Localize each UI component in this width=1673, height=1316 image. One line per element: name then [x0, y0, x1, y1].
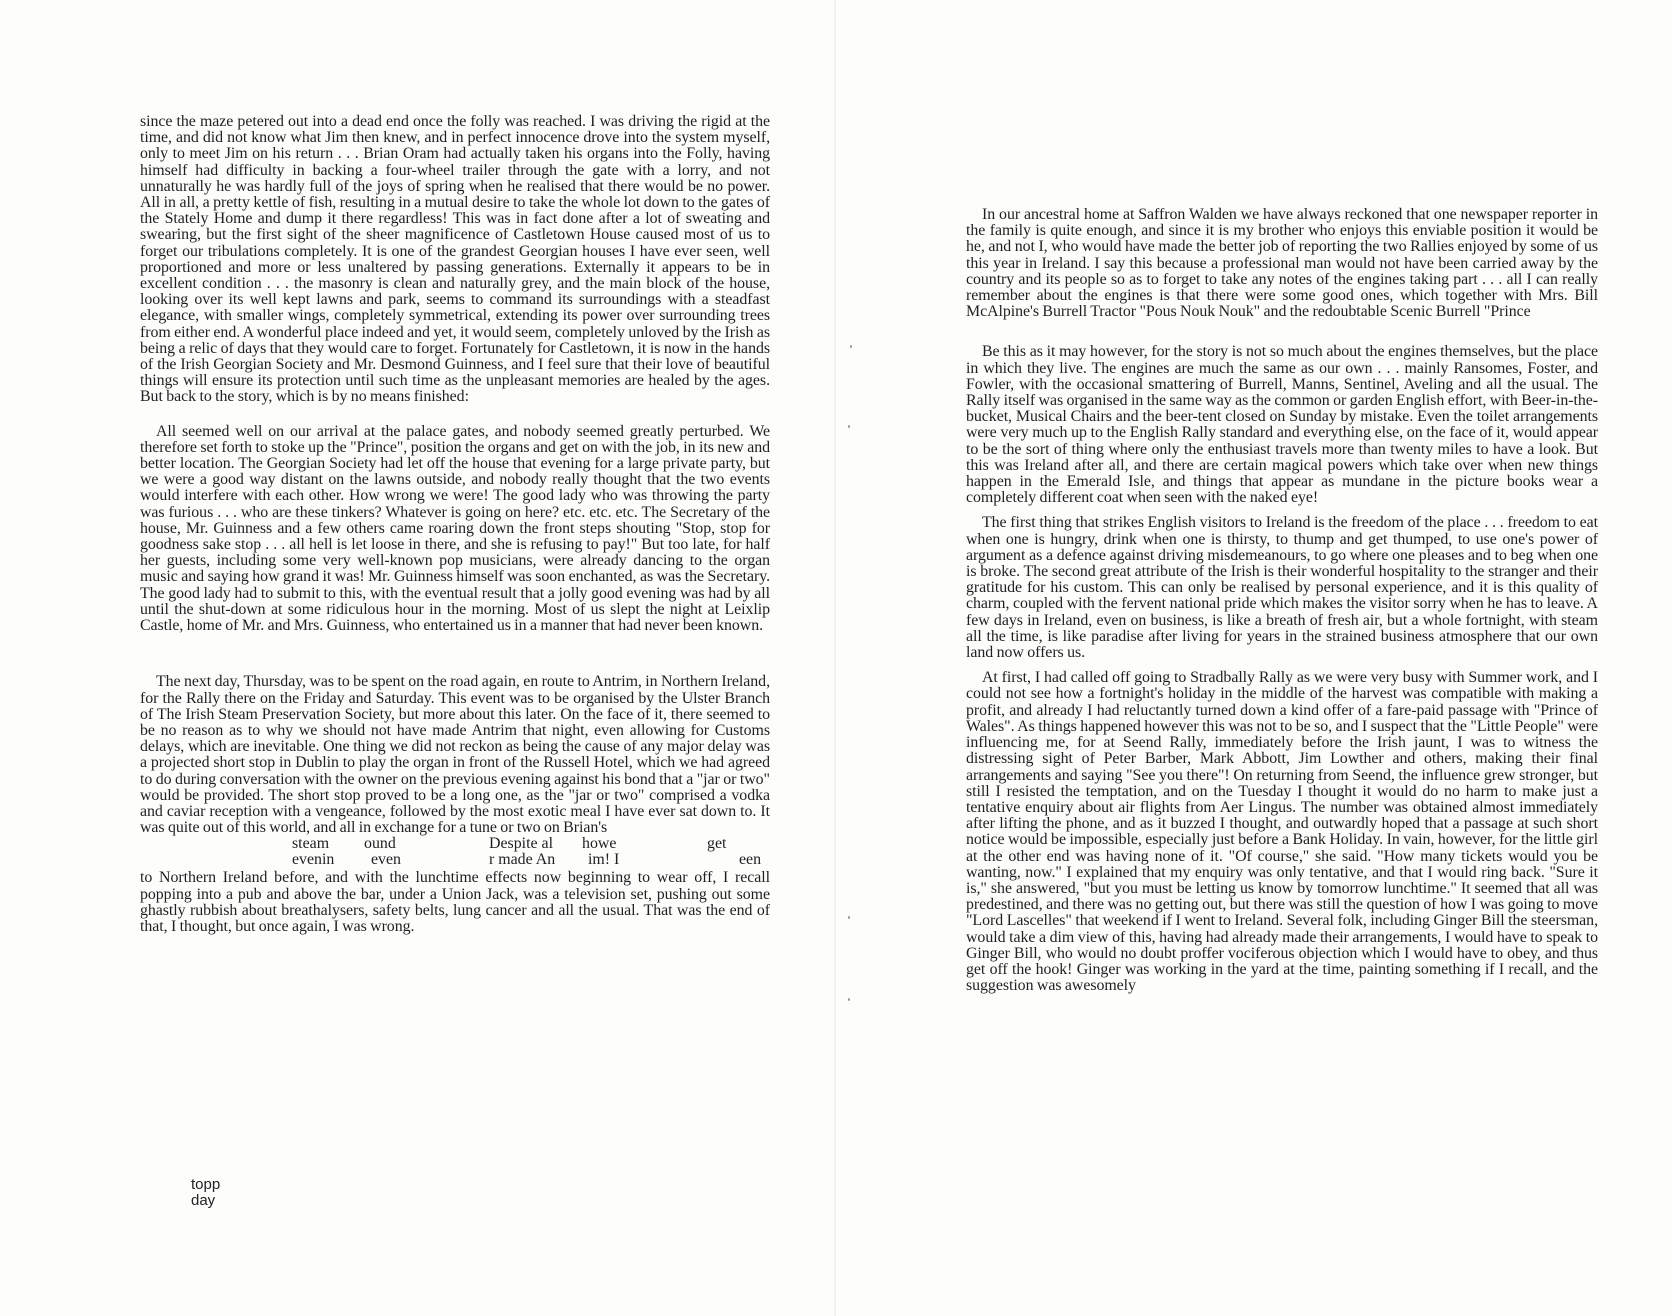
damaged-text-lines — [140, 836, 770, 870]
paragraph: The first thing that strikes English visitors to Ireland is the freedom of the place . . . freedom to eat when one is hungry, drink when one is thirsty, to thump and get thumped, to use one's power of argument as a defence against driving misdemeanours, to go where one pleases and to beg when one is broke. The second great attribute of the Irish is their wonderful hospitality to the stranger and their gratitude for his custom. This can only be realised by personal experience, and it is this quality of charm, coupled with the fervent national pride which makes the visitor sorry when he has to leave. A few days in Ireland, even on business, is like a breath of fresh air, but a whole fortnight, with steam all the time, is like paradise after living for years in the strained business atmosphere that our own land now offers us. — [966, 514, 1598, 662]
left-text-column — [140, 114, 770, 935]
text-fragment: steam — [292, 835, 330, 853]
scan-speck — [848, 425, 850, 428]
right-page — [836, 0, 1673, 1316]
text-fragment: topp — [191, 1176, 221, 1193]
text-fragment: evenin — [292, 851, 335, 869]
right-text-column — [966, 207, 1598, 994]
scan-speck — [848, 998, 850, 1001]
text-fragment: get — [707, 835, 727, 853]
left-page — [0, 0, 836, 1316]
paragraph: Be this as it may however, for the story is not so much about the engines themselves, but the place in which they live. The engines are much the same as our own . . . mainly Ransomes, Foster, and Fowler, with the occasional smattering of Burrell, Manns, Sentinel, Aveling and all the usual. The Rally itself was organised in the same way as the common or garden English effort, with Beer-in-the-bucket, Musical Chairs and the beer-tent closed on Sunday by mistake. Even the toilet arrangements were very much up to the English Rally standard and everything else, on the face of it, would appear to be the sort of thing where only the enthusiast travels more than twenty miles to have a look. But this was Ireland after all, and there are certain magical powers which take over when new things happen in the Emerald Isle, and things that appear as mundane in the picture books wear a completely different coat when seen with the naked eye! — [966, 343, 1598, 507]
paragraph: since the maze petered out into a dead end once the folly was reached. I was driving the rigid at the time, and did not know what Jim then knew, and in perfect innocence drove into the system myself, only to meet Jim on his return . . . Brian Oram had actually taken his organs into the Folly, having himself had difficulty in backing a four-wheel trailer through the gate with a lorry, and not unnaturally he was hardly full of the joys of spring when he realised that there would be no power. All in all, a pretty kettle of fish, resulting in a mutual desire to take the whole lot down to the gates of the Stately Home and dump it there regardless! This was in fact done after a lot of sweating and swearing, but the first sight of the sheer magnificence of Castletown House caused most of us to forget our tribulations completely. It is one of the grandest Georgian houses I have ever seen, well proportioned and more or less unaltered by passing generations. Externally it appears to be in excellent condition . . . the masonry is clean and naturally grey, and the main block of the house, looking over its well kept lawns and park, seems to command its surroundings with a steadfast elegance, with smaller wings, completely symmetrical, extending its power over surrounding trees from either end. A wonderful place indeed and yet, it would seem, completely unloved by the Irish as being a relic of days that they would care to forget. Fortunately for Castletown, it is now in the hands of the Irish Georgian Society and Mr. Desmond Guinness, and I feel sure that their love of beautiful things will ensure its protection until such time as the unpleasant memories are healed by the ages. But back to the story, which is by no means finished: — [140, 113, 770, 406]
text-fragment: ound — [364, 835, 396, 853]
text-fragment: een — [739, 851, 762, 869]
text-fragment: r made An — [489, 851, 556, 869]
damaged-tail-text — [191, 1177, 220, 1209]
text-fragment: day — [191, 1192, 216, 1209]
paragraph: At first, I had called off going to Stradbally Rally as we were very busy with Summer work, and I could not see how a fortnight's holiday in the middle of the harvest was compatible with making a profit, and already I had reluctantly turned down a kind offer of a fare-paid passage with "Prince of Wales". As things happened however this was not to be so, and I suspect that the "Little People" were influencing me, for at Seend Rally, immediately before the Irish jaunt, I was to witness the distressing sight of Peter Barber, Mark Abbott, Jim Lowther and others, making their final arrangements and saying "See you there"! On returning from Seend, the influence grew stronger, but still I resisted the temptation, and on the Tuesday I thought it would do no harm to make just a tentative enquiry about air flights from Aer Lingus. The number was obtained almost immediately after lifting the phone, and as it buzzed I thought, and outwardly hoped that a passage at such short notice would be impossible, especially just before a Bank Holiday. In vain, however, for the little girl at the other end was having none of it. "Of course," she said. "How many tickets would you be wanting, now." I explained that my enquiry was only tentative, and that I would ring back. "Sure it is," she answered, "but you must be letting us know by tomorrow lunchtime." It seemed that all was predestined, and there was no getting out, but there was still the question of how I was going to move "Lord Lascelles" that weekend if I went to Ireland. Several folk, including Ginger Bill the steersman, would take a dim view of this, having had already made their arrangements, I would have to speak to Ginger Bill, who would no doubt proffer vociferous objection which I would have to obey, and thus get off the hook! Ginger was working in the yard at the time, painting something if I recall, and the suggestion was awesomely — [966, 669, 1598, 995]
text-fragment: even — [371, 851, 401, 869]
scan-speck — [848, 916, 850, 919]
scan-speck — [850, 345, 852, 348]
paragraph: The next day, Thursday, was to be spent on the road again, en route to Antrim, in Northern Ireland, for the Rally there on the Friday and Saturday. This event was to be organised by the Ulster Branch of The Irish Steam Preservation Society, but more about this later. On the face of it, there seemed to be no reason as to why we should not have made Antrim that night, even allowing for Customs delays, which are inevitable. One thing we did not reckon as being the cause of any major delay was a projected short stop in Dublin to play the organ in front of the Russell Hotel, which we had agreed to do during conversation with the owner on the previous evening against his bond that a "jar or two" would be provided. The short stop proved to be a long one, as the "jar or two" comprised a vodka and caviar reception with a vengeance, followed by the most exotic meal I have ever sat down to. It was quite out of this world, and all in exchange for a tune or two on Brian's — [140, 673, 770, 837]
paragraph: All seemed well on our arrival at the palace gates, and nobody seemed greatly perturbed. We therefore set forth to stoke up the "Prince", position the organs and get on with the job, in its new and better location. The Georgian Society had let off the house that evening for a large private party, but we were a good way distant on the lawns outside, and nobody really thought that the two events would interfere with each other. How wrong we were! The good lady who was throwing the party was furious . . . who are these tinkers? Whatever is going on here? etc. etc. etc. The Secretary of the house, Mr. Guinness and a few others came roaring down the front steps shouting "Stop, stop for goodness sake stop . . . all hell is let loose in there, and she is refusing to pay!" But too late, for half her guests, including some very well-known pop musicians, were already dancing to the organ music and saying how grand it was! Mr. Guinness himself was soon enchanted, as was the Secretary. The good lady had to submit to this, with the eventual result that a jolly good evening was had by all until the shut-down at some ridiculous hour in the morning. Most of us slept the night at Leixlip Castle, home of Mr. and Mrs. Guinness, who entertained us in a manner that had never been known. — [140, 422, 770, 635]
text-fragment: Despite al — [489, 835, 553, 853]
text-fragment: im! I — [588, 851, 620, 869]
paragraph: In our ancestral home at Saffron Walden we have always reckoned that one newspaper reporter in the family is quite enough, and since it is my brother who enjoys this enviable position it would be he, and not I, who would have made the better job of reporting the two Rallies enjoyed by some of us this year in Ireland. I say this because a professional man would not have been carried away by the country and its people so as to forget to take any notes of the engines taking part . . . all I can really remember about the engines is that there were some good ones, which together with Mrs. Bill McAlpine's Burrell Tractor "Pous Nouk Nouk" and the redoubtable Scenic Burrell "Prince — [966, 206, 1598, 321]
text-fragment: howe — [582, 835, 617, 853]
paragraph: to Northern Ireland before, and with the lunchtime effects now beginning to wear off, I recall popping into a pub and above the bar, under a Union Jack, was a television set, pushing out some ghastly rubbish about breathalysers, safety belts, lung cancer and all the usual. That was the end of that, I thought, but once again, I was wrong. — [140, 869, 770, 935]
